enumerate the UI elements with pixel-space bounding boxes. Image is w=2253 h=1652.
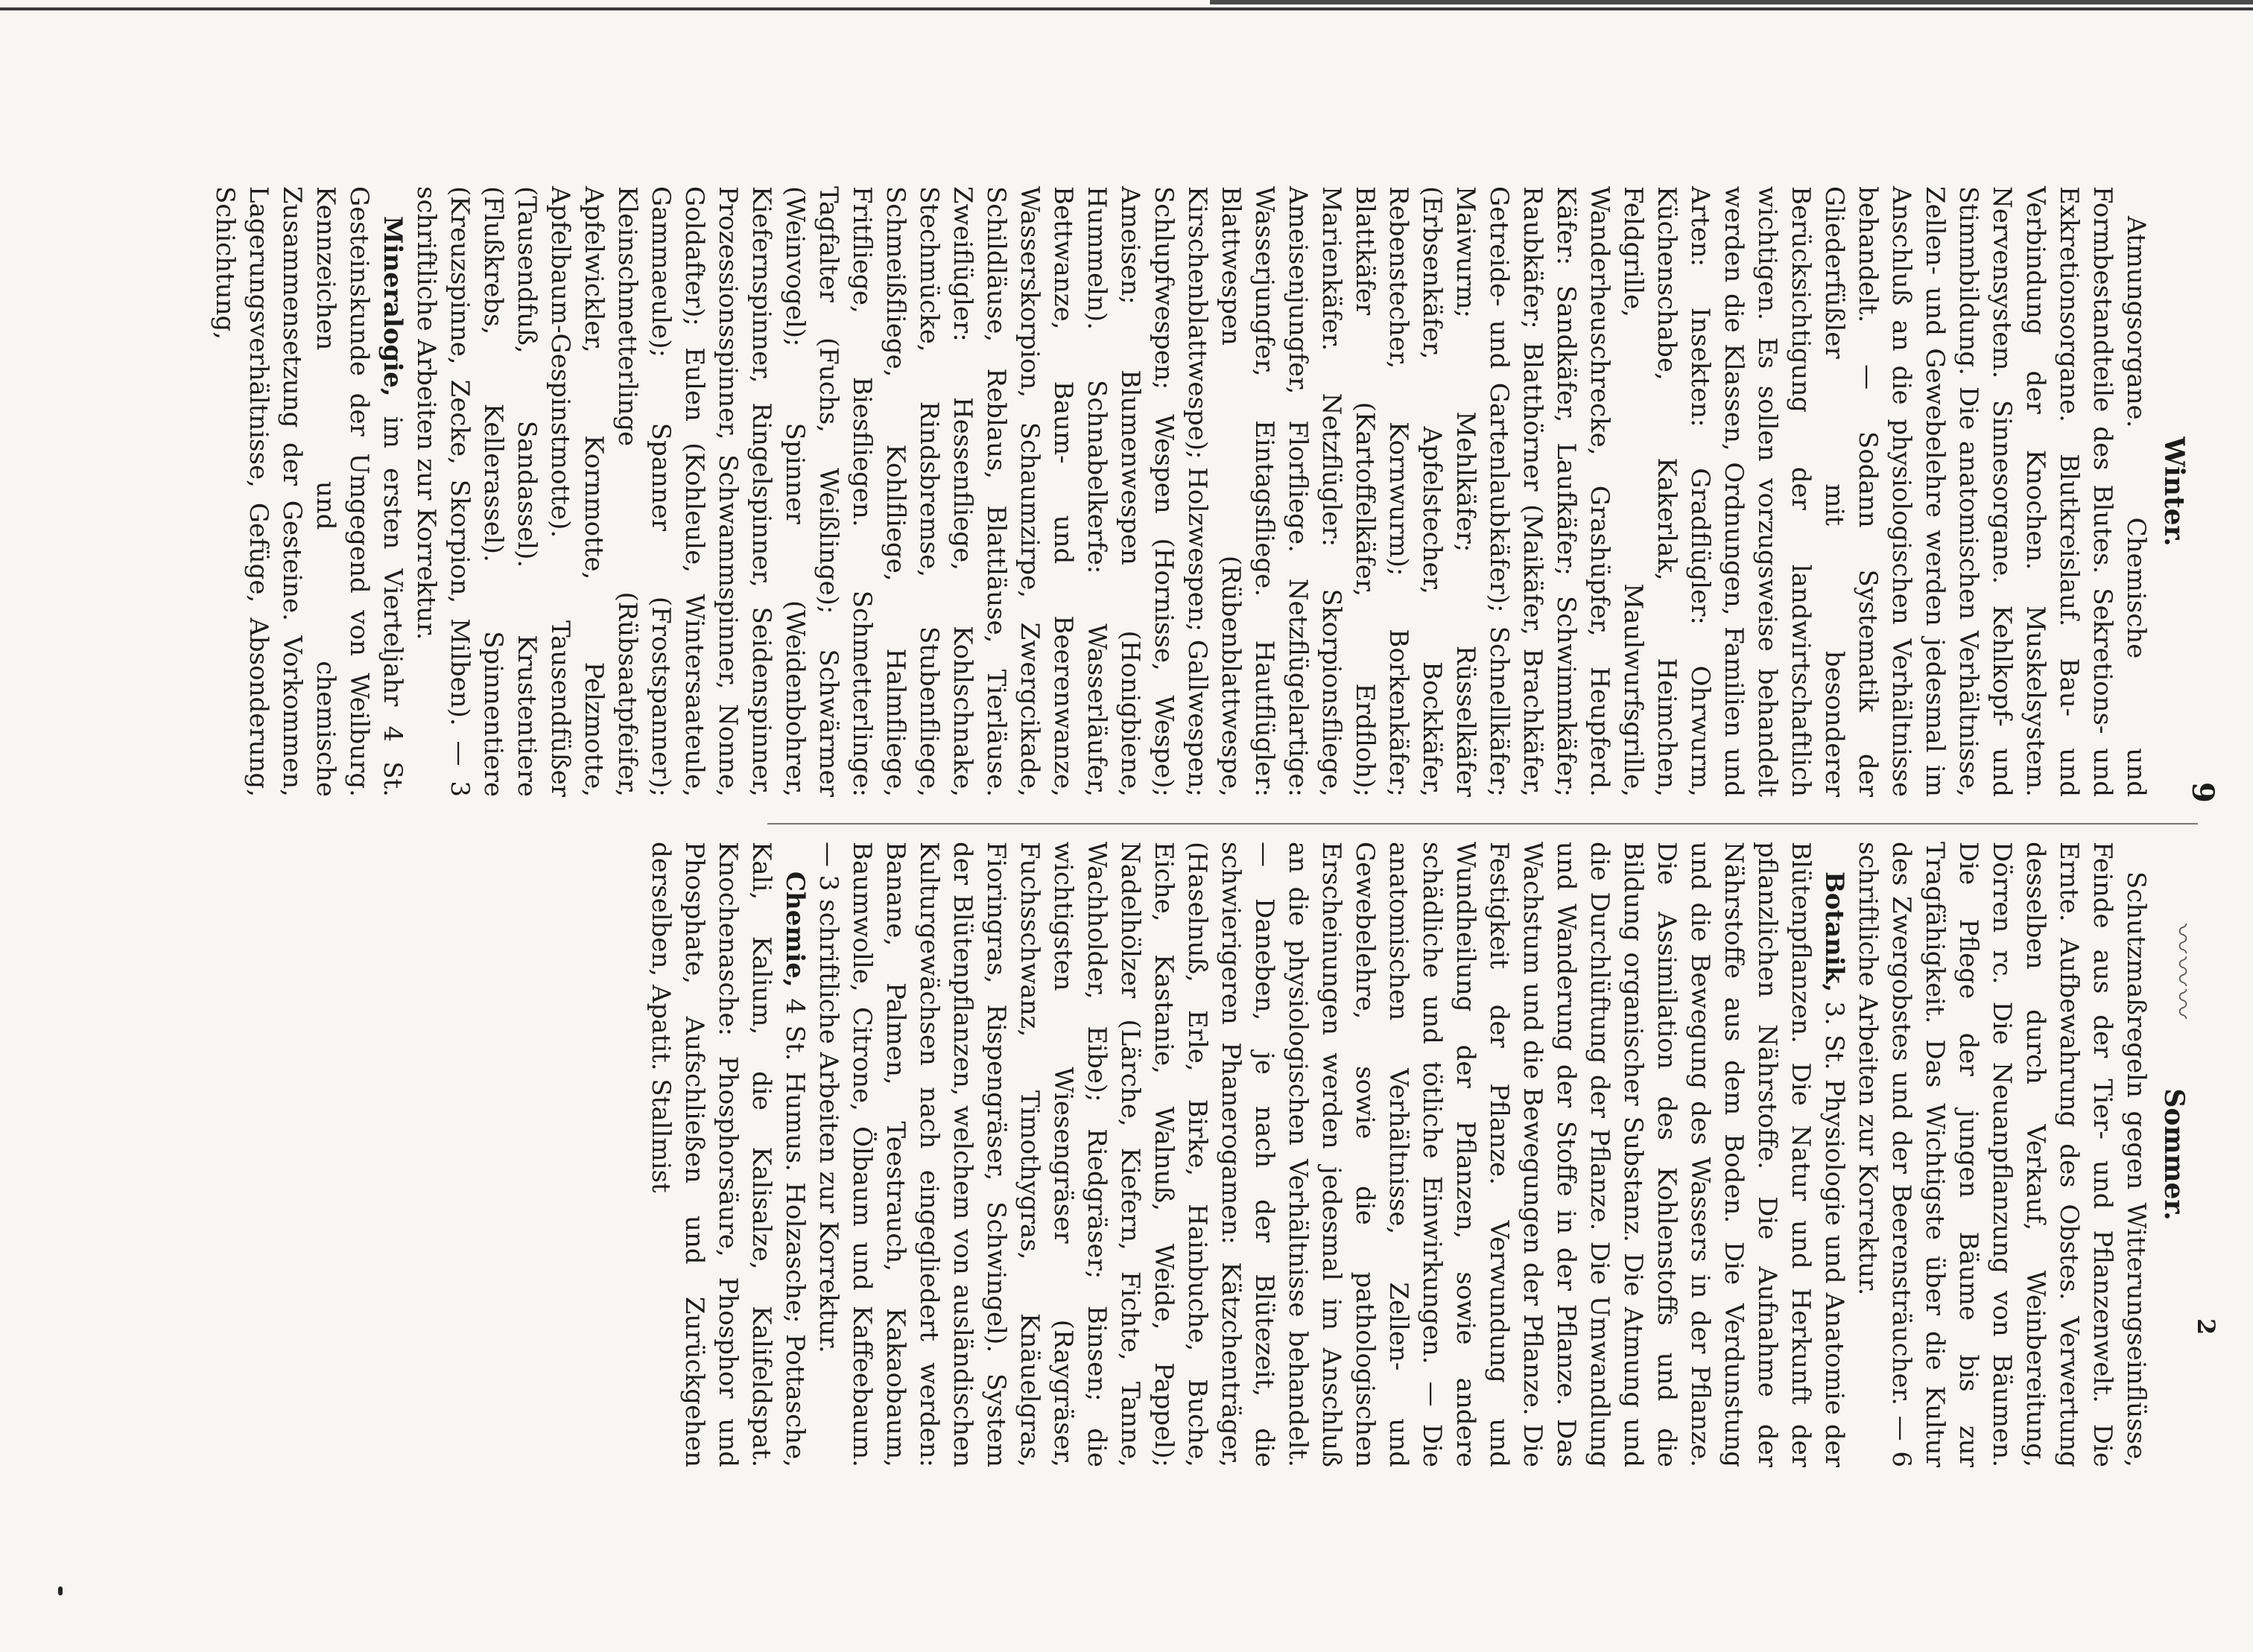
book-page (210, 89, 2220, 1505)
ornamental-rule: 〰〰〰 (2164, 924, 2199, 1022)
paragraph-heading: Botanik, (1819, 871, 1849, 993)
paragraph-text: Schutzmaßregeln gegen Witterungseinflüsse, Feinde aus der Tier- und Pflanzenwelt. Die Ernte. Aufbewahrung des Obstes. Verwertung desselben durch Verkauf, Weinbereitung, Dörren rc. Die Neuanpflanzung von Bäumen. Die Pflege der jungen Bäume bis zur Tragfähigkeit. Das Wichtigste über die Kultur des Zwergobstes und der Beerensträucher. — 6 schriftliche Arbeiten zur Korrektur. (1853, 842, 2151, 1467)
paragraph-heading: Chemie, (780, 871, 810, 988)
column-title-sommer: Sommer. (2158, 1088, 2190, 1221)
column-sommer (644, 842, 2190, 1467)
page-number: 9 (2185, 782, 2220, 803)
scan-speck (58, 1586, 63, 1595)
column-title-winter: Winter. (2158, 436, 2190, 547)
column-divider (767, 823, 2198, 825)
paragraph-text: Atmungsorgane. Chemische und Formbestandteile des Blutes. Sekretions- und Exkretionsorgane. Blutkreislauf. Bau- und Verbindung der Knochen. Muskelsystem. Nervensystem. Sinnesorgane. Kehlkopf- und Stimmbildung. Die anatomischen Verhältnisse, Zellen- und Gewebelehre werden jedesmal im Anschluß an die physiologischen Verhältnisse behandelt. — Sodann Systematik der Gliederfüßler mit besonderer Berücksichtigung der landwirtschaftlich wichtigen. Es sollen vorzugsweise behandelt werden die Klassen, Ordnungen, Familien und Arten: Insekten: Gradflügler: Ohrwurm, Küchenschabe, Kakerlak, Heimchen, Feldgrille, Maulwurfsgrille, Wanderheuschrecke, Grashüpfer, Heupferd. Käfer: Sandkäfer, Laufkäfer; Schwimmkäfer; Raubkäfer; Blatthörner (Maikäfer, Brachkäfer, Getreide- und Gartenlaubkäfer); Schnellkäfer; Maiwurm; Mehlkäfer; Rüsselkäfer (Erbsenkäfer, Apfelstecher, Bockkäfer, Rebenstecher, Kornwurm); Borkenkäfer; Blattkäfer (Kartoffelkäfer, Erdfloh); Marienkäfer. Netzflügler: Skorpionsfliege, Ameisenjungfer, Florfliege. Netzflügelartige: Wasserjungfer, Eintagsfliege. Hautflügler: Blattwespen (Rübenblattwespe, Kirschenblattwespe); Holzwespen; Gallwespen; Schlupfwespen; Wespen (Hornisse, Wespe); Ameisen; Blumenwespen (Honigbiene, Hummeln). Schnabelkerfe: Wasserläufer, Bettwanze, Baum- und Beerenwanze, Wasserskorpion, Schaumzirpe, Zwergcikade, Schildläuse, Reblaus, Blattläuse, Tierläuse. Zweiflügler: Hessenfliege, Kohlschnake, Stechmücke, Rindsbremse, Stubenfliege, Schmeißfliege, Kohlfliege, Halmfliege, Fritfliege, Biesfliegen. Schmetterlinge: Tagfalter (Fuchs, Weißlinge); Schwärmer (Weinvogel); Spinner (Weidenbohrer, Kiefernspinner, Ringelspinner, Seidenspinner, Prozessionsspinner, Schwammspinner, Nonne, Goldafter); Eulen (Kohleule, Wintersaateule, Gammaeule); Spanner (Frostspanner); Kleinschmetterlinge (Rübsaatpfeifer, Apfelwickler, Kornmotte, Pelzmotte, Apfelbaum-Gespinstmotte). Tausendfüßer (Tausendfuß, Sandassel). Krustentiere (Flußkrebs, Kellerassel). Spinnentiere (Kreuzspinne, Zecke, Skorpion, Milben). — 3 schriftliche Arbeiten zur Korrektur. (411, 186, 2151, 797)
paragraph (1851, 842, 2152, 1467)
paragraph (208, 186, 409, 797)
top-edge-rule (0, 7, 2253, 10)
paragraph-heading: Mineralogie, (378, 216, 408, 397)
paragraph-text: 4 St. Humus. Holzasche; Pottasche, Kali, Kalium, die Kalisalze, Kalifeldspat. Knochenasche: Phosphorsäure, Phosphor und Phosphate, Aufschließen und Zurückgehen derselben, Apatit. Stallmist (646, 842, 810, 1467)
paragraph (811, 842, 1851, 1467)
paragraph-text: im ersten Vierteljahr 4 St. Gesteinskunde der Umgegend von Weilburg. Kennzeichen und chemische Zusammensetzung der Gesteine. Vorkommen, Lagerungsverhältnisse, Gefüge, Absonderung, Schichtung, (210, 186, 408, 797)
paragraph-text: 3. St. Physiologie und Anatomie der Blütenpflanzen. Die Natur und Herkunft der pflanzlichen Nährstoffe. Die Aufnahme der Nährstoffe aus dem Boden. Die Verdunstung und die Bewegung des Wassers in der Pflanze. Die Assimilation des Kohlenstoffs und die Bildung organischer Substanz. Die Atmung und die Durchlüftung der Pflanze. Die Umwandlung und Wanderung der Stoffe in der Pflanze. Das Wachstum und die Bewegungen der Pflanze. Die Festigkeit der Pflanze. Verwundung und Wundheilung der Pflanzen, sowie andere schädliche und tötliche Einwirkungen. — Die anatomischen Verhältnisse, Zellen- und Gewebelehre, sowie die pathologischen Erscheinungen werden jedesmal im Anschluß an die physiologischen Verhältnisse behandelt. — Daneben, je nach der Blütezeit, die schwierigeren Phanerogamen: Kätzchenträger, (Haselnuß, Erle, Birke, Hainbuche, Buche, Eiche, Kastanie, Walnuß, Weide, Pappel); Nadelhölzer (Lärche, Kiefern, Fichte, Tanne, Wachholder, Eibe); Riedgräser; Binsen; die wichtigsten Wiesengräser (Raygräser, Fuchsschwanz, Timothygras, Knäuelgras, Fioringras, Rispengräser, Schwingel). System der Blütenpflanzen, welchem von ausländischen Kulturgewächsen nach eingegliedert werden: Banane, Palmen, Teestrauch, Kakaobaum, Baumwolle, Citrone, Ölbaum und Kaffeebaum. — 3 schriftliche Arbeiten zur Korrektur. (814, 842, 1849, 1468)
paragraph (644, 842, 811, 1467)
rotated-page-content (210, 89, 2220, 1505)
column-winter (208, 186, 2190, 797)
signature-mark: 2 (2192, 1318, 2220, 1335)
top-edge-shadow (1210, 0, 2253, 4)
paragraph (409, 186, 2152, 797)
